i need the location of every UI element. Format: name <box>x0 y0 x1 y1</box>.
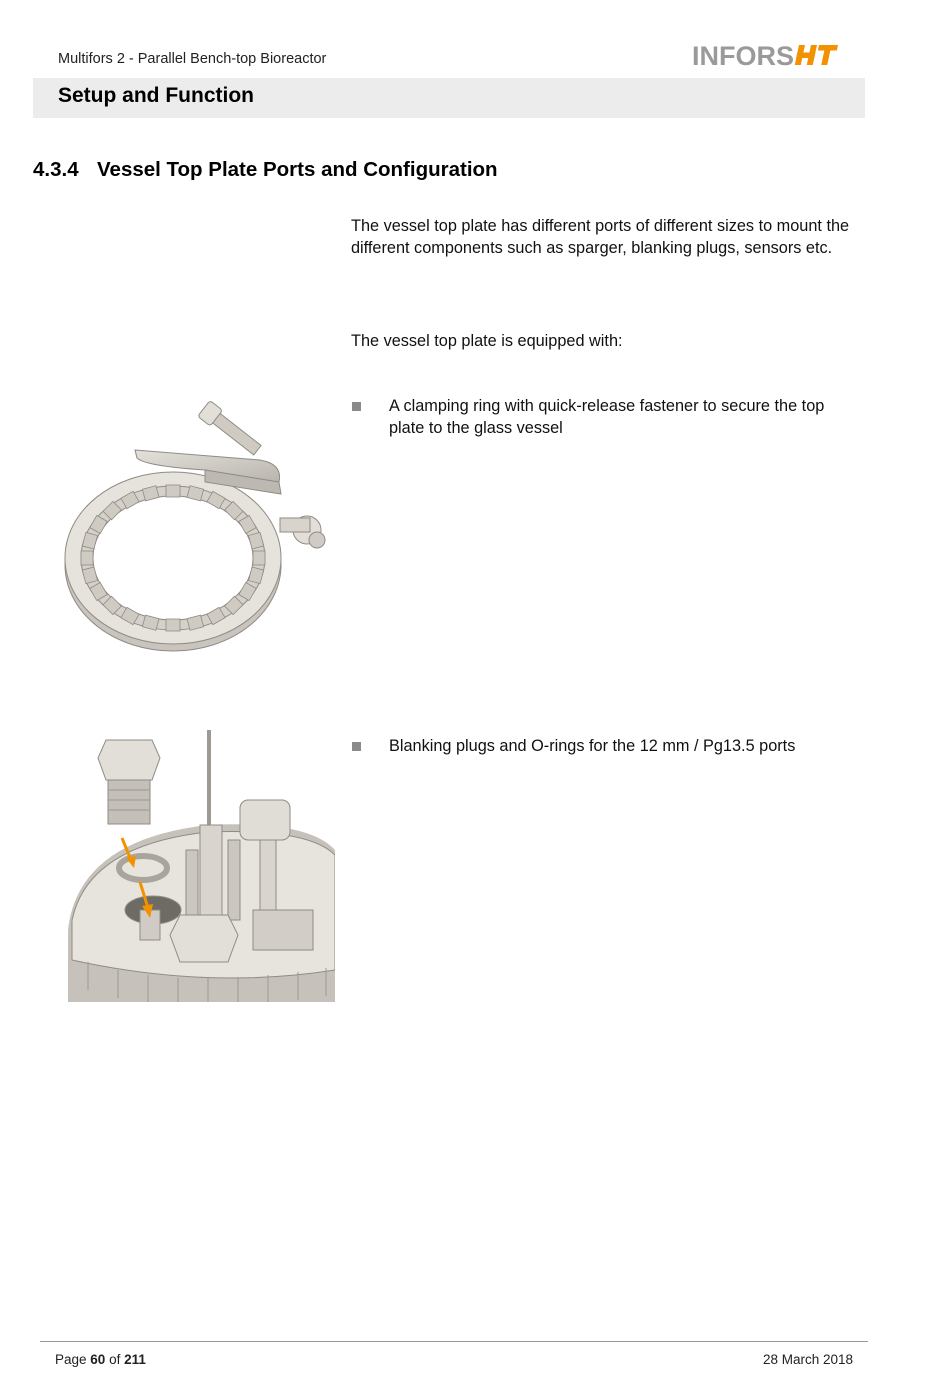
clamp-segment <box>166 485 180 497</box>
section-number: 4.3.4 <box>33 158 79 181</box>
clamping-ring-image <box>55 390 340 675</box>
section-band-title: Setup and Function <box>58 84 254 107</box>
infors-ht-logo <box>692 40 842 70</box>
svg-text:INFORS: INFORS <box>692 41 795 70</box>
bullet-item-blanking-plugs: Blanking plugs and O-rings for the 12 mm / Pg13.5 ports <box>389 737 796 755</box>
page-number <box>55 1352 146 1367</box>
page-of-label: of <box>109 1352 121 1367</box>
bullet-item-clamping-ring: A clamping ring with quick-release fastener to secure the top plate to the glass vessel <box>389 397 825 437</box>
page-label: Page <box>55 1352 87 1367</box>
clamp-segment <box>253 551 265 565</box>
page-current: 60 <box>90 1352 106 1367</box>
footer-date: 28 March 2018 <box>762 1352 853 1367</box>
bullet-marker <box>352 402 361 411</box>
document-title: Multifors 2 - Parallel Bench-top Bioreactor <box>58 51 327 67</box>
bullet-marker <box>352 742 361 751</box>
section-heading <box>33 158 498 182</box>
equipped-paragraph: The vessel top plate is equipped with: <box>351 332 623 350</box>
clamp-segment <box>166 619 180 631</box>
intro-paragraph: The vessel top plate has different ports of different sizes to mount the different components such as sparger, blanking plugs, sensors etc. <box>351 217 850 257</box>
footer-divider <box>40 1341 868 1342</box>
page-total: 211 <box>124 1352 146 1367</box>
top-plate-blanking-plug-image <box>68 730 335 1002</box>
clamp-segment <box>81 551 93 565</box>
section-title: Vessel Top Plate Ports and Configuration <box>97 158 498 181</box>
